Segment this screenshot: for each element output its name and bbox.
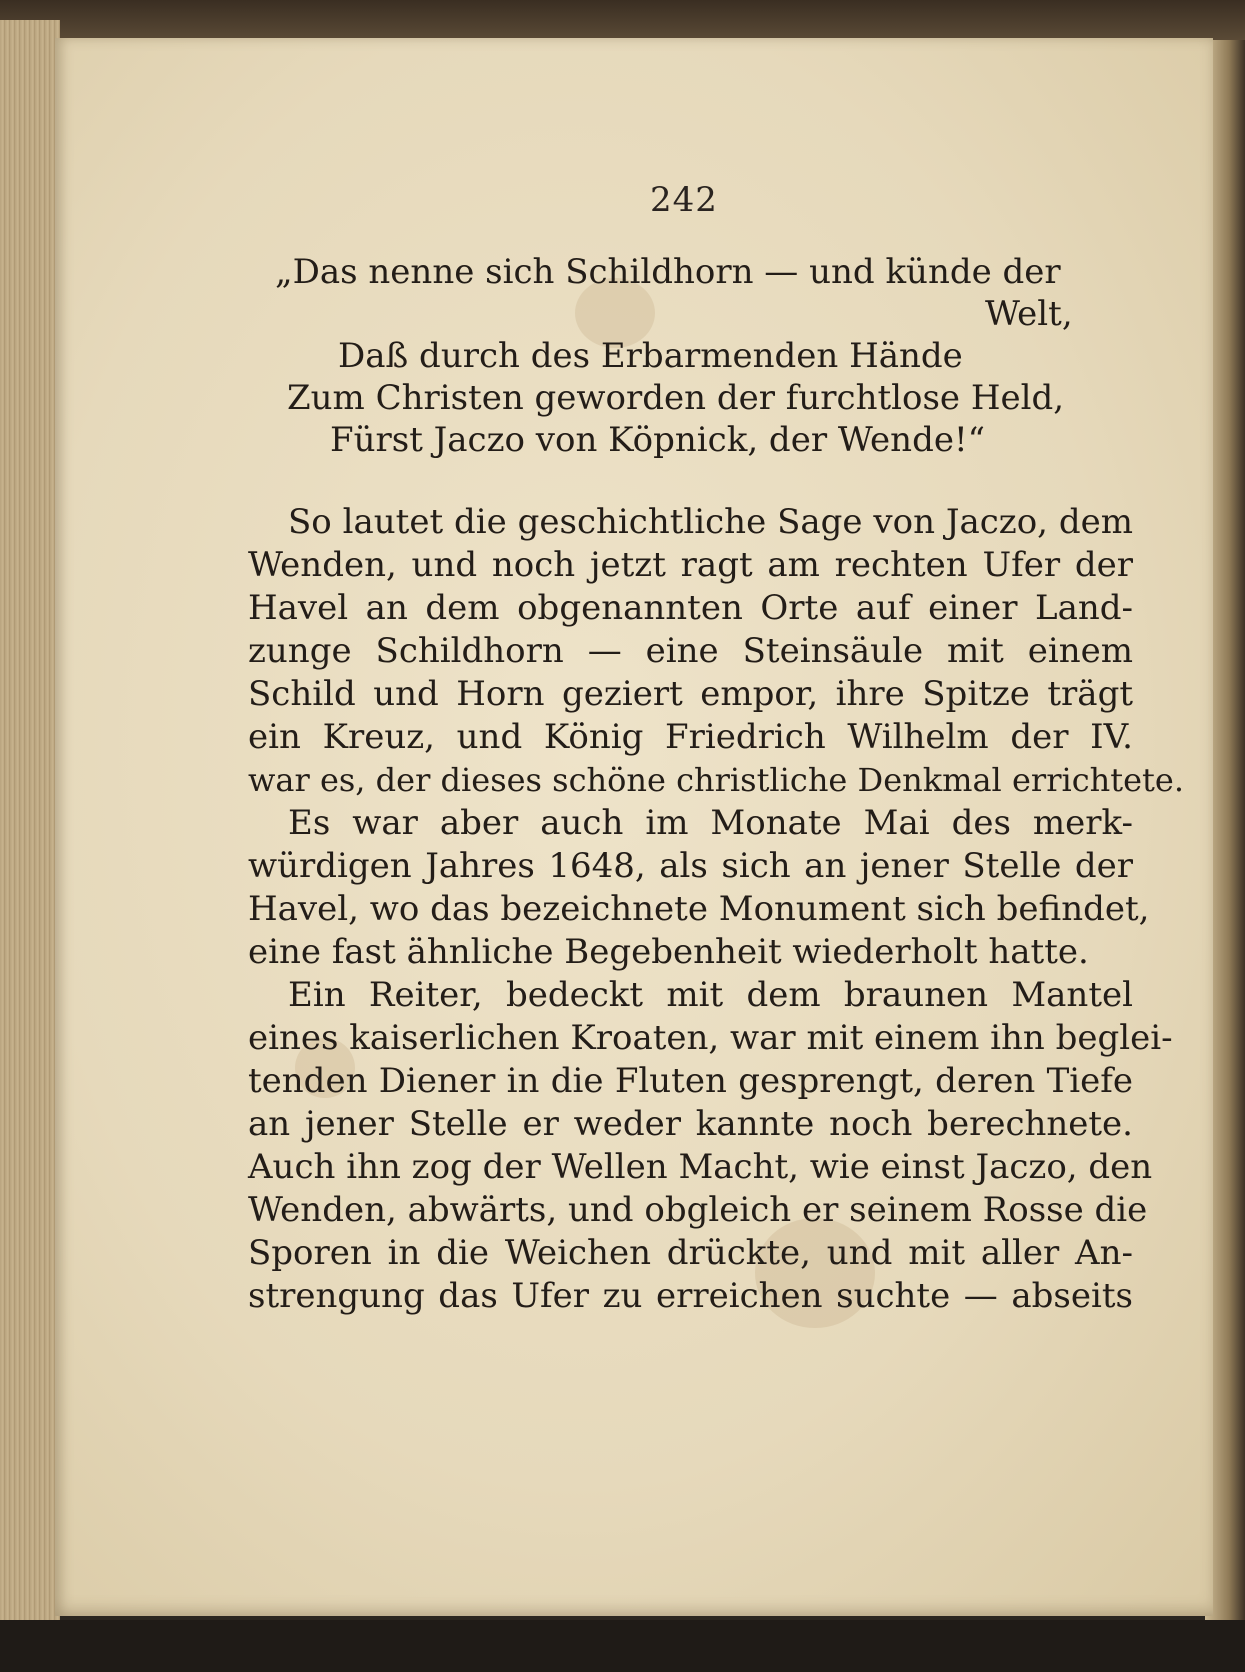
book-bottom-edge <box>0 1620 1245 1672</box>
poem-line: „Das nenne sich Schildhorn — und künde der <box>275 252 1061 292</box>
page-number: 242 <box>650 180 718 220</box>
prose-line: Wenden, abwärts, und obgleich er seinem Rosse die <box>248 1190 1148 1230</box>
book-top-edge <box>0 0 1245 40</box>
prose-line: Havel, wo das bezeichnete Monument sich befindet, <box>248 889 1150 929</box>
prose-line: Ein Reiter, bedeckt mit dem braunen Mantel <box>288 975 1133 1015</box>
prose-line: zunge Schildhorn — eine Steinsäule mit einem <box>248 631 1133 671</box>
prose-line: Es war aber auch im Monate Mai des merk- <box>288 803 1133 843</box>
poem-line: Fürst Jaczo von Köpnick, der Wende!“ <box>330 420 985 460</box>
prose-line: strengung das Ufer zu erreichen suchte — abseits <box>248 1276 1133 1316</box>
prose-line: eine fast ähnliche Begebenheit wiederholt hatte. <box>248 932 1089 972</box>
prose-line: ein Kreuz, und König Friedrich Wilhelm der IV. <box>248 717 1133 757</box>
prose-line: So lautet die geschichtliche Sage von Jaczo, dem <box>288 502 1133 542</box>
poem-line: Welt, <box>985 294 1073 334</box>
prose-line: Auch ihn zog der Wellen Macht, wie einst Jaczo, den <box>248 1147 1153 1187</box>
prose-line: Havel an dem obgenannten Orte auf einer Land- <box>248 588 1133 628</box>
prose-line: Sporen in die Weichen drückte, und mit aller An- <box>248 1233 1133 1273</box>
prose-line: würdigen Jahres 1648, als sich an jener Stelle der <box>248 846 1133 886</box>
poem-line: Zum Christen geworden der furchtlose Held, <box>287 378 1065 418</box>
prose-line: tenden Diener in die Fluten gesprengt, deren Tiefe <box>248 1061 1133 1101</box>
prose-line: war es, der dieses schöne christliche Denkmal errichtete. <box>248 761 1185 799</box>
prose-line: Schild und Horn geziert empor, ihre Spitze trägt <box>248 674 1133 714</box>
poem-line: Daß durch des Erbarmenden Hände <box>338 336 963 376</box>
prose-line: an jener Stelle er weder kannte noch berechnete. <box>248 1104 1133 1144</box>
prose-line: Wenden, und noch jetzt ragt am rechten Ufer der <box>248 545 1133 585</box>
prose-line: eines kaiserlichen Kroaten, war mit einem ihn beglei- <box>248 1018 1173 1058</box>
book-left-page-block <box>0 20 60 1620</box>
